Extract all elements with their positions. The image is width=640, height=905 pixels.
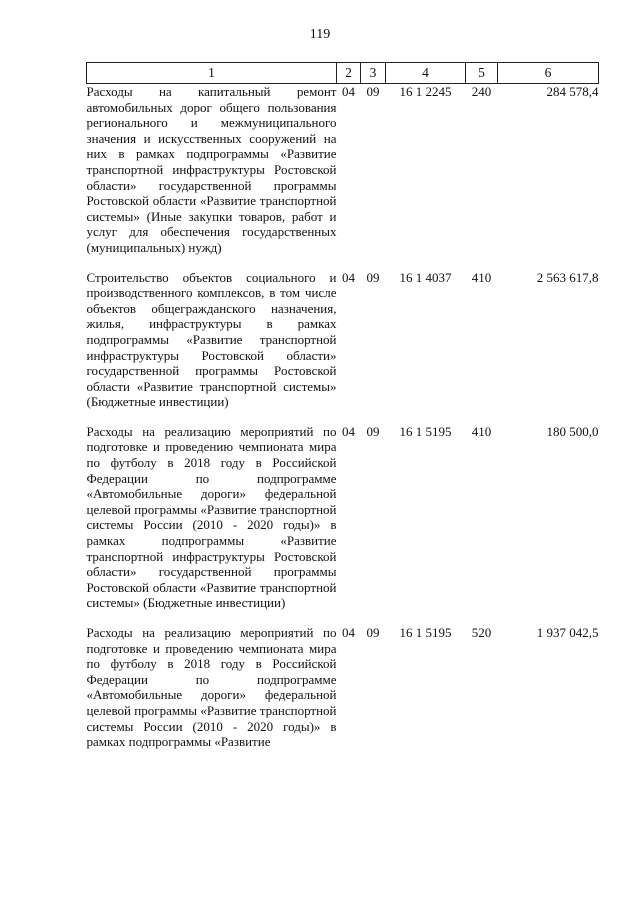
row-description: Строительство объектов социального и производственного комплексов, в том числе объектов общегражданского назначения, жилья, инфраструктуры в рамках подпрограммы «Развитие транспортной инфраструктуры Ростовской области» государственной программы Ростовской области «Развитие транспортной системы» (Бюджетные инвестиции) — [86, 269, 337, 410]
row-target-code: 16 1 5195 — [399, 625, 452, 640]
row-section-code: 04 — [342, 84, 355, 99]
row-amount: 1 937 042,5 — [536, 625, 599, 640]
row-description: Расходы на капитальный ремонт автомобильных дорог общего пользования регионального и межмуниципального значения и искусственных сооружений на них в рамках подпрограммы «Развитие транспортной инфраструктуры Ростовской области» государственной программы Ростовской области «Развитие транспортной системы» (Иные закупки товаров, работ и услуг для обеспечения государственных (муниципальных) нужд) — [86, 84, 337, 255]
row-expense-type-code: 410 — [471, 269, 492, 285]
row-amount: 2 563 617,8 — [536, 269, 599, 285]
row-amount: 180 500,0 — [546, 423, 599, 439]
column-header-1: 1 — [87, 63, 337, 84]
table-row — [87, 625, 599, 750]
row-description: Расходы на реализацию мероприятий по подготовке и проведению чемпионата мира по футболу в 2018 году в Российской Федерации по подпрограмме «Автомобильные дороги» федеральной целевой программы «Развитие транспортной системы России (2010 - 2020 годы)» в рамках подпрограммы «Развитие транспортной инфраструктуры Ростовской области» государственной программы Ростовской области «Развитие транспортной системы» (Бюджетные инвестиции) — [86, 423, 337, 611]
page-number: 119 — [309, 27, 331, 42]
column-header-6: 6 — [498, 63, 599, 84]
column-header-4: 4 — [386, 63, 466, 84]
row-target-code: 16 1 2245 — [399, 84, 452, 99]
row-subsection-code: 09 — [366, 625, 380, 640]
row-expense-type-code: 240 — [471, 84, 492, 99]
row-target-code: 16 1 5195 — [399, 423, 452, 439]
row-section-code: 04 — [342, 269, 355, 285]
row-section-code: 04 — [342, 625, 355, 640]
row-subsection-code: 09 — [366, 269, 380, 285]
row-subsection-code: 09 — [366, 423, 380, 439]
table-header-row — [87, 63, 599, 84]
column-header-5: 5 — [466, 63, 498, 84]
row-expense-type-code: 520 — [471, 625, 492, 640]
row-target-code: 16 1 4037 — [399, 269, 452, 285]
table-row — [87, 424, 599, 625]
column-header-3: 3 — [361, 63, 386, 84]
budget-table — [86, 62, 599, 750]
table-row — [87, 270, 599, 424]
row-subsection-code: 09 — [366, 84, 380, 99]
row-amount: 284 578,4 — [546, 84, 599, 99]
column-header-2: 2 — [337, 63, 361, 84]
row-description: Расходы на реализацию мероприятий по подготовке и проведению чемпионата мира по футболу в 2018 году в Российской Федерации по подпрограмме «Автомобильные дороги» федеральной целевой программы «Развитие транспортной системы России (2010 - 2020 годы)» в рамках подпрограммы «Развитие — [86, 625, 337, 750]
table-row — [87, 84, 599, 270]
row-expense-type-code: 410 — [471, 423, 492, 439]
row-section-code: 04 — [342, 423, 355, 439]
